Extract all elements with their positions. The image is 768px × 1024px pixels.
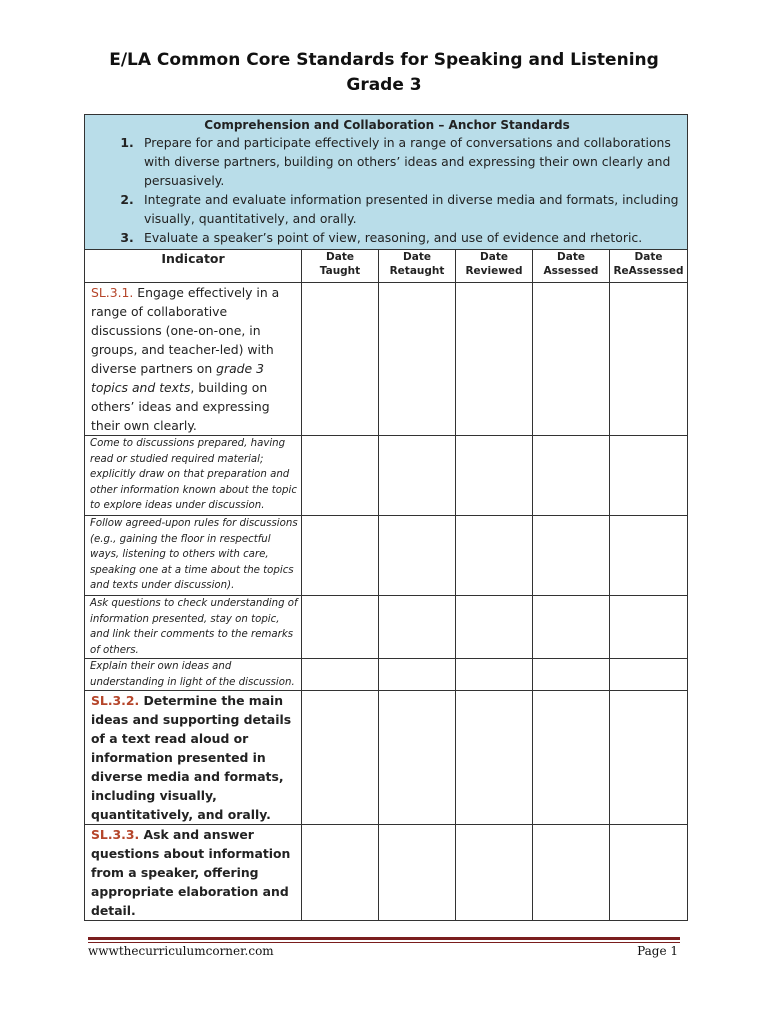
footer-website: wwwthecurriculumcorner.com <box>88 944 274 958</box>
date-reassessed-cell[interactable] <box>610 596 688 659</box>
header-date-retaught-line2: Retaught <box>389 265 445 277</box>
header-date-reviewed <box>456 250 533 283</box>
date-reviewed-cell[interactable] <box>456 596 533 659</box>
header-date-reassessed-line1: Date <box>634 251 663 263</box>
footer-divider <box>88 937 680 940</box>
date-assessed-cell[interactable] <box>533 659 610 691</box>
standard-text-emphasis: grade 3 topics and texts <box>91 361 264 395</box>
date-retaught-cell[interactable] <box>379 691 456 825</box>
header-date-assessed-line1: Date <box>557 251 585 263</box>
date-reviewed-cell[interactable] <box>456 283 533 436</box>
date-reassessed-cell[interactable] <box>610 436 688 516</box>
table-row <box>85 691 688 825</box>
date-retaught-cell[interactable] <box>379 516 456 596</box>
anchor-standard-2: 2. Integrate and evaluate information presented in diverse media and formats, including visually, quantitatively, and orally. <box>138 190 681 228</box>
header-date-reassessed <box>610 250 688 283</box>
header-date-taught-line1: Date <box>326 251 354 263</box>
date-assessed-cell[interactable] <box>533 436 610 516</box>
date-assessed-cell[interactable] <box>533 596 610 659</box>
standard-sl-3-3 <box>85 825 302 921</box>
header-date-retaught-line1: Date <box>403 251 431 263</box>
header-date-assessed-line2: Assessed <box>543 265 599 277</box>
date-reassessed-cell[interactable] <box>610 691 688 825</box>
footer-divider-thin <box>88 942 680 943</box>
date-retaught-cell[interactable] <box>379 659 456 691</box>
date-taught-cell[interactable] <box>302 825 379 921</box>
anchor-standards-heading: Comprehension and Collaboration – Anchor Standards <box>204 118 570 132</box>
substandard-sl-3-1-a: Come to discussions prepared, having read or studied required material; explicitly draw on that preparation and other information known about the topic to explore ideas under discussion. <box>85 436 302 516</box>
substandard-sl-3-1-b: Follow agreed-upon rules for discussions (e.g., gaining the floor in respectful ways, listening to others with care, speaking one at a time about the topics and texts under discussion). <box>85 516 302 596</box>
date-reassessed-cell[interactable] <box>610 516 688 596</box>
date-taught-cell[interactable] <box>302 283 379 436</box>
table-row <box>85 659 688 691</box>
standard-sl-3-1 <box>85 283 302 436</box>
date-assessed-cell[interactable] <box>533 691 610 825</box>
substandard-sl-3-1-d: Explain their own ideas and understanding in light of the discussion. <box>85 659 302 691</box>
table-row <box>85 283 688 436</box>
anchor-standard-3: 3. Evaluate a speaker’s point of view, reasoning, and use of evidence and rhetoric. <box>138 228 681 247</box>
anchor-standard-1: 1. Prepare for and participate effectively in a range of conversations and collaborations with diverse partners, building on others’ ideas and expressing their own clearly and persuasively. <box>138 133 681 190</box>
standard-sl-3-2 <box>85 691 302 825</box>
date-reviewed-cell[interactable] <box>456 436 533 516</box>
date-assessed-cell[interactable] <box>533 516 610 596</box>
date-taught-cell[interactable] <box>302 436 379 516</box>
header-date-reassessed-line2: ReAssessed <box>613 265 684 277</box>
date-reviewed-cell[interactable] <box>456 516 533 596</box>
title-line-1: E/LA Common Core Standards for Speaking and Listening <box>109 50 659 70</box>
date-taught-cell[interactable] <box>302 516 379 596</box>
standard-text-end: , building on others’ ideas and expressing their own clearly. <box>91 380 270 433</box>
date-reassessed-cell[interactable] <box>610 283 688 436</box>
date-taught-cell[interactable] <box>302 659 379 691</box>
date-assessed-cell[interactable] <box>533 825 610 921</box>
date-retaught-cell[interactable] <box>379 596 456 659</box>
standard-text: Determine the main ideas and supporting details of a text read aloud or information presented in diverse media and formats, including visually, quantitatively, and orally. <box>91 693 292 822</box>
date-taught-cell[interactable] <box>302 691 379 825</box>
footer-page-number: Page 1 <box>637 944 678 958</box>
date-assessed-cell[interactable] <box>533 283 610 436</box>
date-reviewed-cell[interactable] <box>456 659 533 691</box>
header-date-assessed <box>533 250 610 283</box>
header-date-reviewed-line2: Reviewed <box>465 265 523 277</box>
header-date-retaught <box>379 250 456 283</box>
table-row <box>85 596 688 659</box>
table-row <box>85 516 688 596</box>
header-date-reviewed-line1: Date <box>480 251 508 263</box>
table-row <box>85 436 688 516</box>
date-retaught-cell[interactable] <box>379 436 456 516</box>
standard-code: SL.3.2. <box>91 693 140 708</box>
standard-code: SL.3.1. <box>91 285 134 300</box>
table-row <box>85 825 688 921</box>
standards-table <box>84 114 688 921</box>
header-date-taught-line2: Taught <box>319 265 361 277</box>
date-retaught-cell[interactable] <box>379 283 456 436</box>
date-reassessed-cell[interactable] <box>610 659 688 691</box>
date-taught-cell[interactable] <box>302 596 379 659</box>
date-reviewed-cell[interactable] <box>456 825 533 921</box>
date-reviewed-cell[interactable] <box>456 691 533 825</box>
header-indicator: Indicator <box>85 250 302 283</box>
document-title <box>0 48 768 98</box>
date-reassessed-cell[interactable] <box>610 825 688 921</box>
date-retaught-cell[interactable] <box>379 825 456 921</box>
standard-code: SL.3.3. <box>91 827 140 842</box>
standard-text: Ask and answer questions about information from a speaker, offering appropriate elaboration and detail. <box>91 827 291 918</box>
anchor-standards-box <box>85 115 688 250</box>
header-row <box>85 250 688 283</box>
standard-text: Engage effectively in a range of collaborative discussions (one-on-one, in groups, and teacher-led) with diverse partners on <box>91 285 280 376</box>
header-date-taught <box>302 250 379 283</box>
anchor-standards-list <box>93 133 681 247</box>
title-line-2: Grade 3 <box>346 75 422 95</box>
substandard-sl-3-1-c: Ask questions to check understanding of information presented, stay on topic, and link their comments to the remarks of others. <box>85 596 302 659</box>
